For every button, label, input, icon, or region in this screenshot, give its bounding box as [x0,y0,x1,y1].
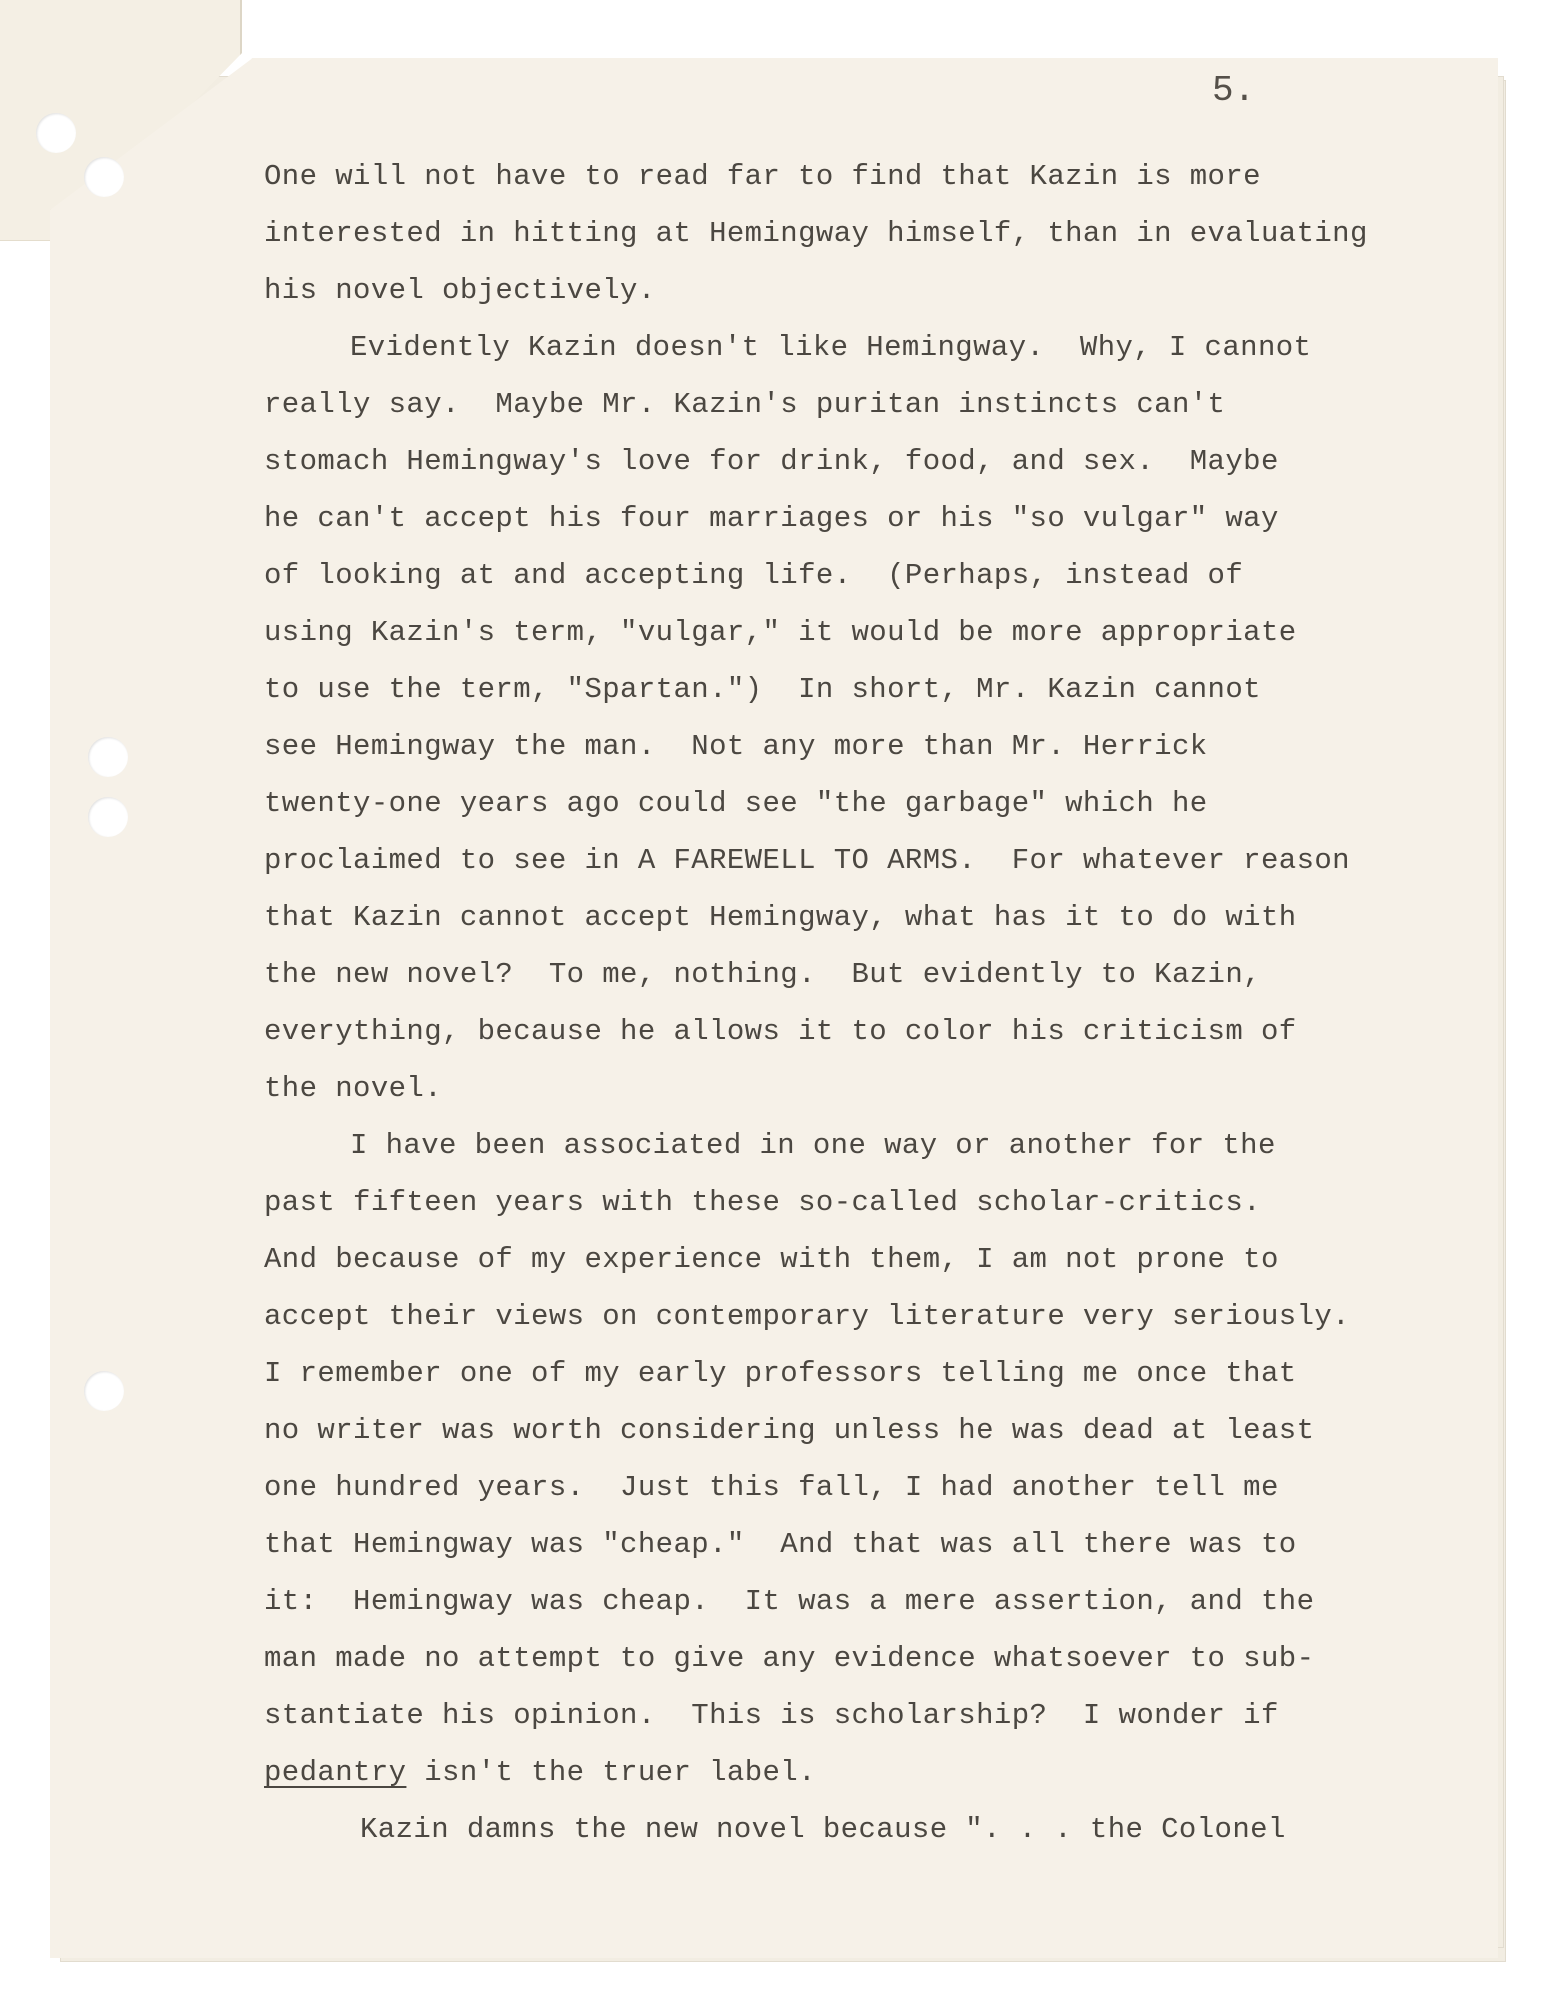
paragraph-start-line: I have been associated in one way or another for the [350,1129,1276,1162]
text-line: One will not have to read far to find that Kazin is more [264,160,1261,193]
text-line: he can't accept his four marriages or his "so vulgar" way [264,502,1279,535]
text-line: past fifteen years with these so-called scholar-critics. [264,1186,1261,1219]
text-line: man made no attempt to give any evidence whatsoever to sub- [264,1642,1315,1675]
text-line: the novel. [264,1072,443,1105]
punch-hole [88,737,128,777]
text-line: it: Hemingway was cheap. It was a mere assertion, and the [264,1585,1315,1618]
punch-hole [84,1371,124,1411]
text-line: that Hemingway was "cheap." And that was all there was to [264,1528,1297,1561]
text-line: the new novel? To me, nothing. But evidently to Kazin, [264,958,1261,991]
punch-hole [84,157,124,197]
text-line: twenty-one years ago could see "the garbage" which he [264,787,1208,820]
text-line: everything, because he allows it to color his criticism of [264,1015,1297,1048]
text-line: see Hemingway the man. Not any more than Mr. Herrick [264,730,1208,763]
text-line: one hundred years. Just this fall, I had another tell me [264,1471,1279,1504]
text-line: proclaimed to see in A FAREWELL TO ARMS. For whatever reason [264,844,1350,877]
underlined-word: pedantry [264,1756,407,1789]
text-line: using Kazin's term, "vulgar," it would be more appropriate [264,616,1297,649]
text-line: I remember one of my early professors telling me once that [264,1357,1297,1390]
text-line: really say. Maybe Mr. Kazin's puritan instincts can't [264,388,1226,421]
paragraph-start-line: Evidently Kazin doesn't like Hemingway. Why, I cannot [350,331,1312,364]
paragraph-start-line: Kazin damns the new novel because ". . . the Colonel [360,1813,1286,1846]
text-line: of looking at and accepting life. (Perhaps, instead of [264,559,1244,592]
line-remainder: isn't the truer label. [424,1756,816,1789]
text-line: And because of my experience with them, I am not prone to [264,1243,1279,1276]
text-line [264,1744,1344,1801]
page-number: 5. [1212,70,1256,111]
text-line: stomach Hemingway's love for drink, food, and sex. Maybe [264,445,1279,478]
text-line: that Kazin cannot accept Hemingway, what has it to do with [264,901,1297,934]
body-text [264,148,1368,1858]
text-line: his novel objectively. [264,274,656,307]
punch-hole [36,113,76,153]
text-line: interested in hitting at Hemingway himself, than in evaluating [264,217,1368,250]
punch-hole [88,797,128,837]
text-line: accept their views on contemporary literature very seriously. [264,1300,1350,1333]
text-line: stantiate his opinion. This is scholarship? I wonder if [264,1699,1279,1732]
text-line: to use the term, "Spartan.") In short, Mr. Kazin cannot [264,673,1261,706]
text-line: no writer was worth considering unless he was dead at least [264,1414,1315,1447]
